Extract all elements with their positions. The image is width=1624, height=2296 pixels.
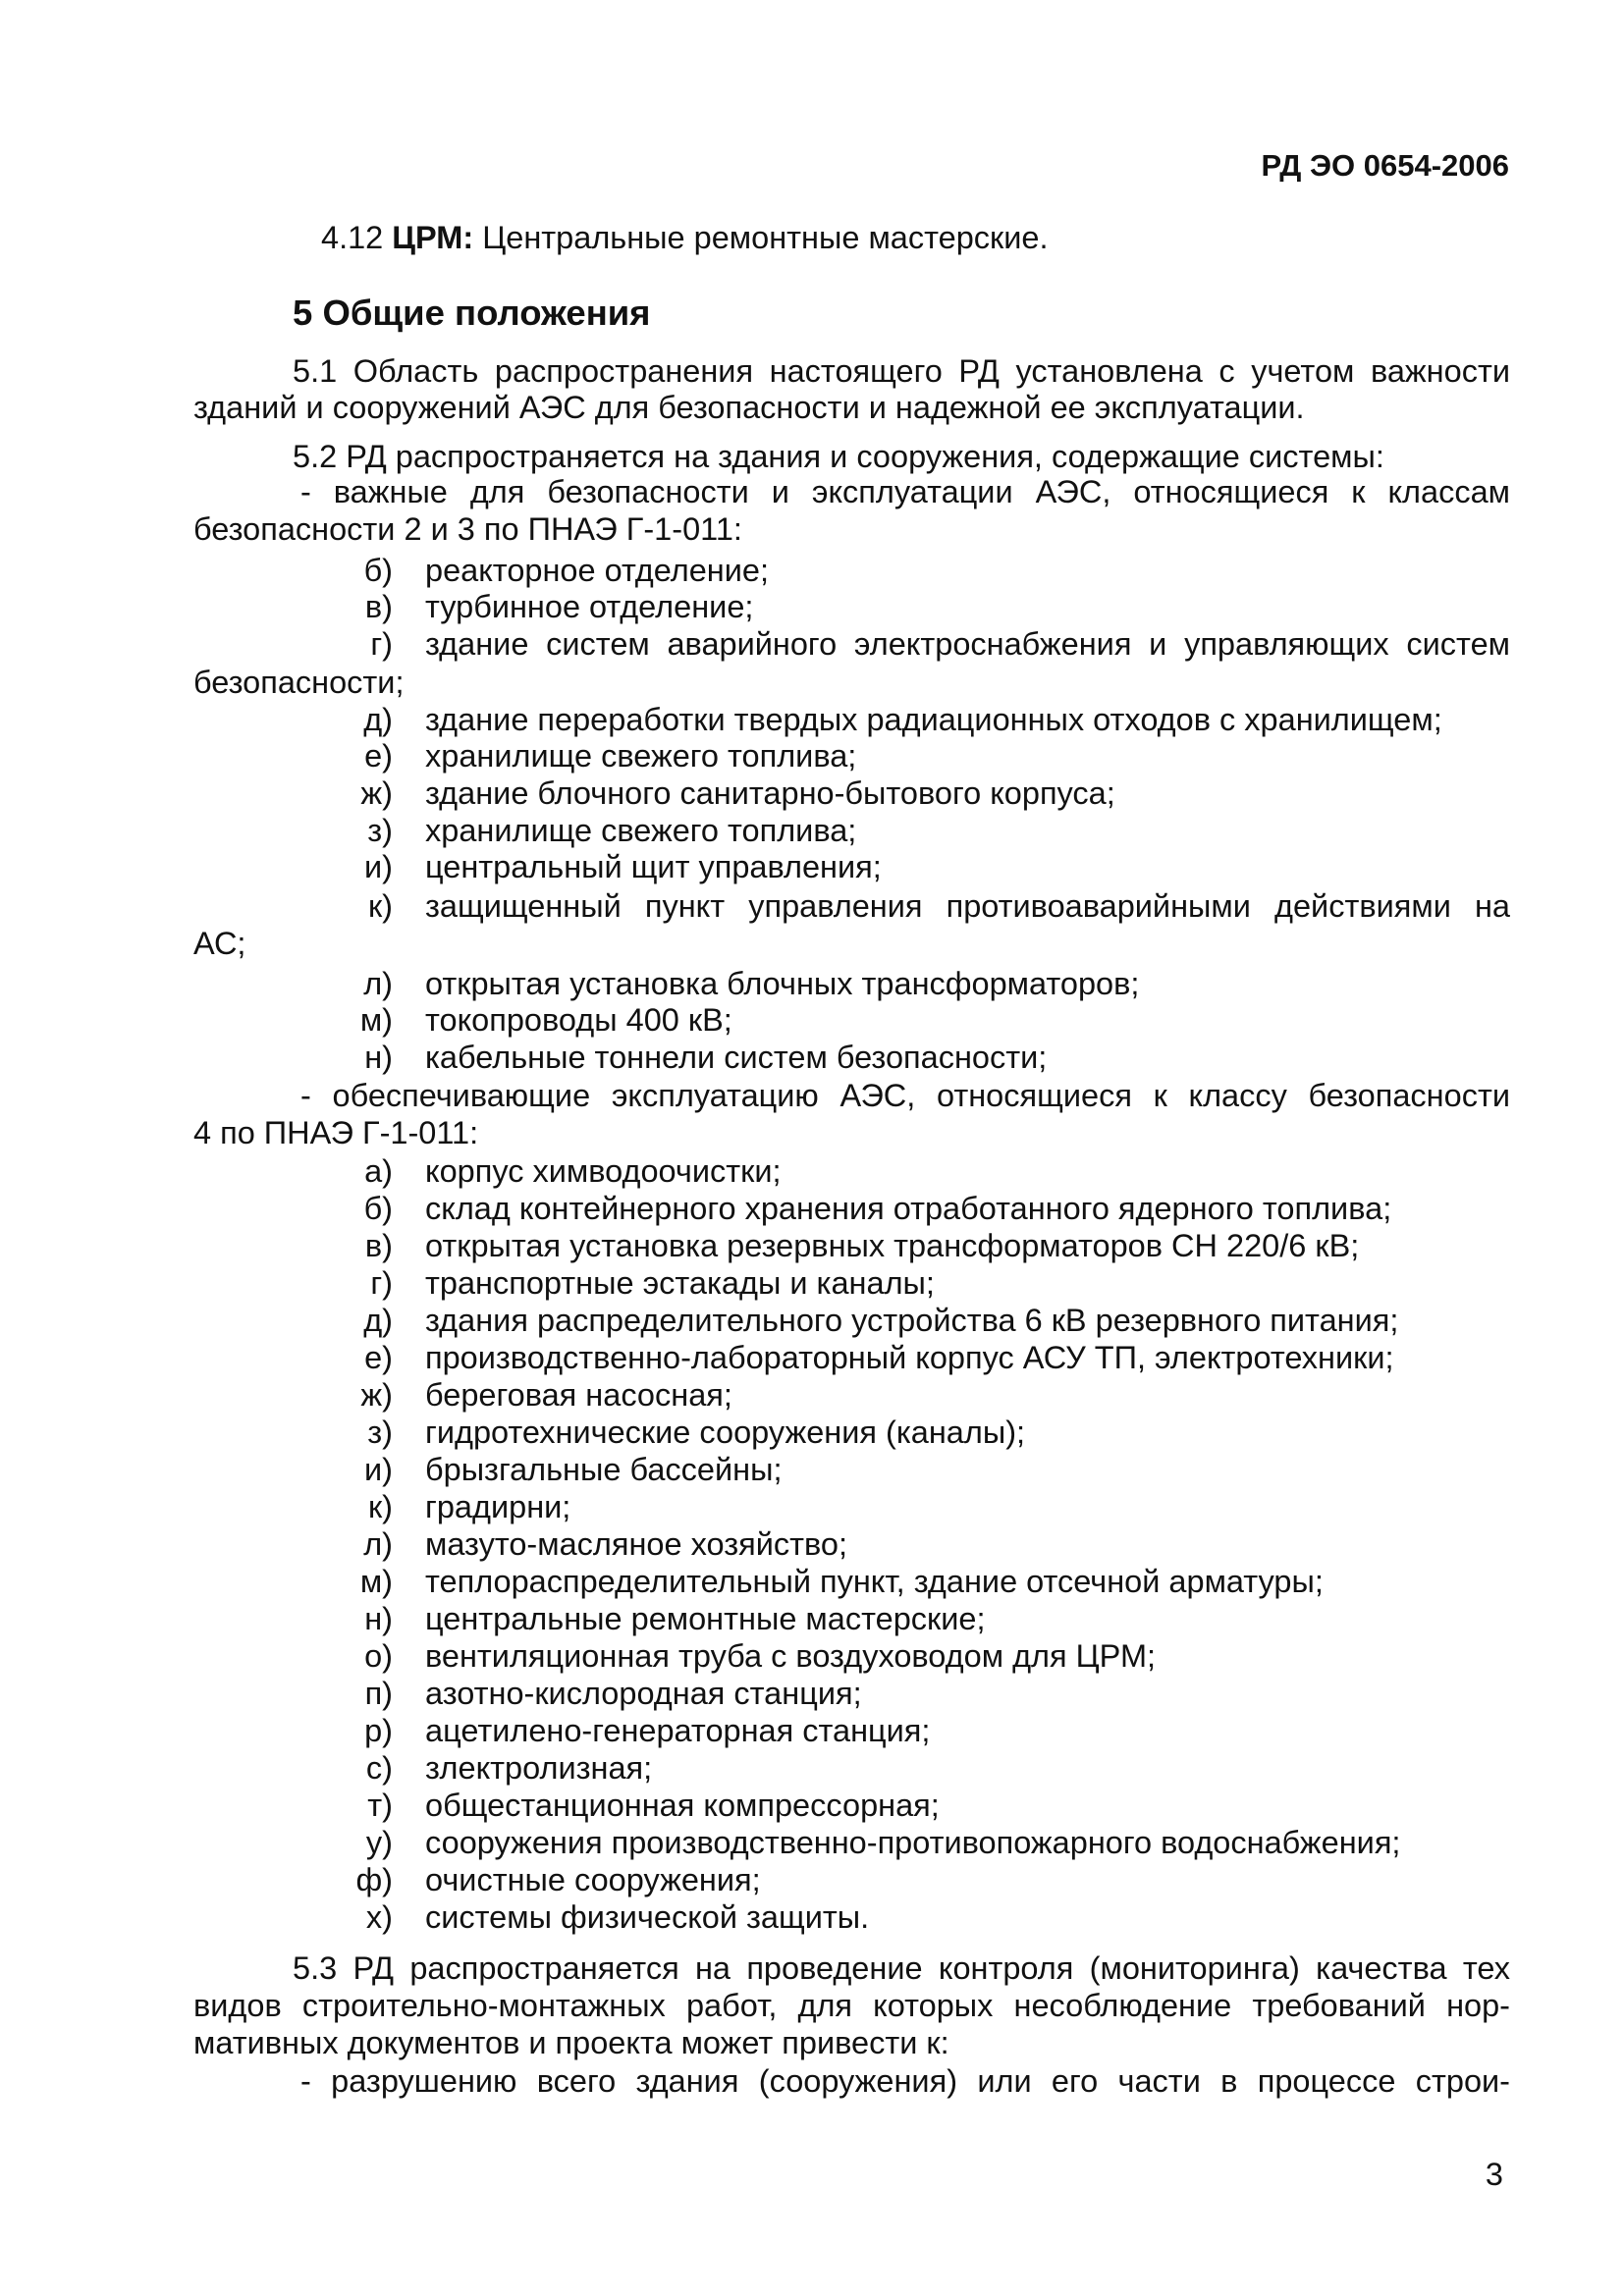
list-item-text: хранилище свежего топлива; <box>425 738 857 774</box>
list-item-text: здание переработки твердых радиационных отходов с хранилищем; <box>425 702 1442 737</box>
list-marker: в) <box>364 589 393 624</box>
list-marker: п) <box>364 1676 393 1711</box>
list-marker: м) <box>359 1002 393 1038</box>
list-marker: ж) <box>360 775 393 811</box>
page-number: 3 <box>1485 2157 1503 2192</box>
list-item-text: системы физической защиты. <box>425 1899 870 1935</box>
list-marker: д) <box>363 702 393 737</box>
list-marker: и) <box>364 1452 393 1487</box>
list-item-text: общестанционная компрессорная; <box>425 1788 940 1823</box>
list-marker: о) <box>364 1638 393 1674</box>
list-marker: л) <box>363 966 393 1001</box>
list-marker: б) <box>363 553 393 588</box>
list-marker: и) <box>364 849 393 884</box>
list-marker: е) <box>364 738 393 774</box>
list-marker: ф) <box>355 1862 393 1897</box>
list-marker: в) <box>364 1228 393 1263</box>
group-1-line-2: безопасности 2 и 3 по ПНАЭ Г-1-011: <box>193 511 742 547</box>
clause-5-1-line-2: зданий и сооружений АЭС для безопасности и надежной ее эксплуатации. <box>193 390 1305 425</box>
list-item-text: очистные сооружения; <box>425 1862 761 1897</box>
list-item-text: производственно-лабораторный корпус АСУ ТП, электротехники; <box>425 1340 1394 1375</box>
list-item-text: токопроводы 400 кВ; <box>425 1002 732 1038</box>
group-1-line-1: - важные для безопасности и эксплуатации АЭС, относящиеся к классам <box>300 474 1510 509</box>
list-item-text: центральный щит управления; <box>425 849 882 884</box>
list-item-text: здание систем аварийного электроснабжения и управляющих систем <box>425 626 1510 662</box>
clause-number: 4.12 <box>321 220 393 255</box>
list-marker: е) <box>364 1340 393 1375</box>
list-item-text: ацетилено-генераторная станция; <box>425 1713 931 1748</box>
list-marker: ж) <box>360 1377 393 1413</box>
list-item-text: здание блочного санитарно-бытового корпуса; <box>425 775 1115 811</box>
list-item-text: хранилище свежего топлива; <box>425 813 857 848</box>
group-2-line-1: - обеспечивающие эксплуатацию АЭС, относящиеся к классу безопасности <box>300 1078 1510 1113</box>
list-item-text: градирни; <box>425 1489 571 1524</box>
list-marker: б) <box>363 1191 393 1226</box>
clause-5-3-line-3: мативных документов и проекта может привести к: <box>193 2025 949 2060</box>
list-marker: с) <box>365 1750 393 1786</box>
group-2-line-2: 4 по ПНАЭ Г-1-011: <box>193 1115 479 1150</box>
list-marker: м) <box>359 1564 393 1599</box>
clause-5-1-line-1: 5.1 Область распространения настоящего РД установлена с учетом важности <box>293 353 1510 389</box>
list-item-text: защищенный пункт управления противоаварийными действиями на <box>425 888 1510 924</box>
list-item-text: гидротехнические сооружения (каналы); <box>425 1415 1026 1450</box>
list-marker: г) <box>370 626 393 662</box>
list-marker: з) <box>367 1415 393 1450</box>
list-marker: у) <box>365 1825 393 1860</box>
list-item-text: вентиляционная труба с воздуховодом для ЦРМ; <box>425 1638 1157 1674</box>
list-marker: н) <box>364 1040 393 1075</box>
list-marker: т) <box>367 1788 393 1823</box>
list-item-text: здания распределительного устройства 6 кВ резервного питания; <box>425 1303 1399 1338</box>
list-item-text: злектролизная; <box>425 1750 653 1786</box>
list-item-continuation: безопасности; <box>193 665 405 700</box>
list-item-text: брызгальные бассейны; <box>425 1452 783 1487</box>
list-marker: д) <box>363 1303 393 1338</box>
list-item-text: склад контейнерного хранения отработанного ядерного топлива; <box>425 1191 1392 1226</box>
list-marker: к) <box>367 888 393 924</box>
clause-5-3-line-2: видов строительно-монтажных работ, для которых несоблюдение требований нор- <box>193 1988 1510 2023</box>
list-marker: н) <box>364 1601 393 1636</box>
list-item-text: транспортные эстакады и каналы; <box>425 1265 935 1301</box>
section-heading: 5 Общие положения <box>293 293 651 333</box>
list-marker: л) <box>363 1526 393 1562</box>
term: ЦРМ: <box>392 220 474 255</box>
list-item-text: открытая установка резервных трансформаторов СН 220/6 кВ; <box>425 1228 1360 1263</box>
list-item-text: береговая насосная; <box>425 1377 732 1413</box>
list-item-text: реакторное отделение; <box>425 553 769 588</box>
list-marker: з) <box>367 813 393 848</box>
list-marker: х) <box>365 1899 393 1935</box>
list-item-text: сооружения производственно-противопожарного водоснабжения; <box>425 1825 1401 1860</box>
clause-5-2-intro: 5.2 РД распространяется на здания и сооружения, содержащие системы: <box>293 439 1384 474</box>
document-code: РД ЭО 0654-2006 <box>1261 148 1509 183</box>
clause-5-3-line-4: - разрушению всего здания (сооружения) или его части в процессе строи- <box>300 2063 1510 2099</box>
list-item-text: открытая установка блочных трансформаторов; <box>425 966 1140 1001</box>
list-item-text: центральные ремонтные мастерские; <box>425 1601 986 1636</box>
list-item-text: турбинное отделение; <box>425 589 754 624</box>
list-item-text: азотно-кислородная станция; <box>425 1676 862 1711</box>
term-definition: Центральные ремонтные мастерские. <box>473 220 1049 255</box>
clause-4-12 <box>321 218 1049 257</box>
list-marker: а) <box>364 1153 393 1189</box>
list-item-text: мазуто-масляное хозяйство; <box>425 1526 848 1562</box>
list-item-text: теплораспределительный пункт, здание отсечной арматуры; <box>425 1564 1324 1599</box>
list-item-continuation: АС; <box>193 926 246 961</box>
list-marker: р) <box>364 1713 393 1748</box>
list-marker: г) <box>370 1265 393 1301</box>
list-marker: к) <box>367 1489 393 1524</box>
list-item-text: корпус химводоочистки; <box>425 1153 782 1189</box>
list-item-text: кабельные тоннели систем безопасности; <box>425 1040 1048 1075</box>
clause-5-3-line-1: 5.3 РД распространяется на проведение контроля (мониторинга) качества тех <box>293 1950 1510 1986</box>
